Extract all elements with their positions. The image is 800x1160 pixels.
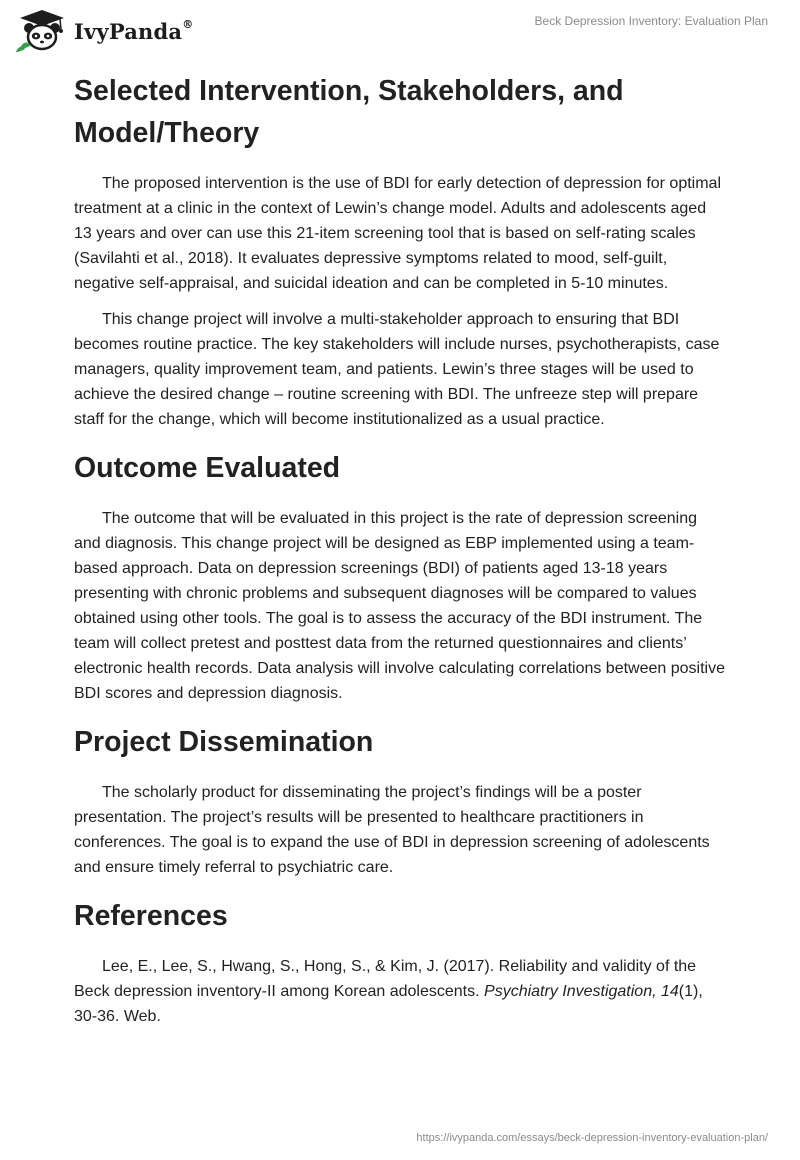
paragraph: The scholarly product for disseminating the project’s findings will be a poster presentation. The project’s results will be presented to healthcare practitioners in conferences. The goal is to expand the use of BDI in depression screening of adolescents and ensure timely referral to psychiatric care. <box>74 784 710 876</box>
source-url[interactable]: https://ivypanda.com/essays/beck-depression-inventory-evaluation-plan/ <box>416 1132 768 1144</box>
paragraph: The outcome that will be evaluated in this project is the rate of depression screening and diagnosis. This change project will be designed as EBP implemented using a team-based approach. Data on depression screenings (BDI) of patients aged 13-18 years presenting with chronic problems and subsequent diagnoses will be compared to values obtained using other tools. The goal is to assess the accuracy of the BDI instrument. The team will collect pretest and posttest data from the returned questionnaires and clients’ electronic health records. Data analysis will involve calculating correlations between positive BDI scores and depression diagnosis. <box>74 510 725 702</box>
section-heading-references: References <box>74 900 228 932</box>
document-title: Beck Depression Inventory: Evaluation Plan <box>534 14 768 28</box>
reference-entry <box>74 954 726 1029</box>
reference-journal: Psychiatry Investigation, 14 <box>484 983 679 1000</box>
registered-mark: ® <box>182 17 194 31</box>
ivypanda-logo[interactable] <box>14 8 193 54</box>
logo-wordmark: IvyPanda® <box>74 17 194 44</box>
panda-graduate-icon <box>14 8 70 54</box>
paragraph: This change project will involve a multi-stakeholder approach to ensuring that BDI becomes routine practice. The key stakeholders will include nurses, psychotherapists, case managers, quality improvement team, and patients. Lewin’s three stages will be used to achieve the desired change – routine screening with BDI. The unfreeze step will prepare staff for the change, which will become institutionalized as a usual practice. <box>74 311 720 428</box>
paragraph: The proposed intervention is the use of BDI for early detection of depression for optimal treatment at a clinic in the context of Lewin’s change model. Adults and adolescents aged 13 years and over can use this 21-item screening tool that is based on self-rating scales (Savilahti et al., 2018). It evaluates depressive symptoms related to mood, self-guilt, negative self-appraisal, and suicidal ideation and can be completed in 5-10 minutes. <box>74 175 722 292</box>
article-body <box>74 70 726 1040</box>
section-heading-outcome: Outcome Evaluated <box>74 452 341 484</box>
reference-details: (1), 30-36. Web. <box>74 983 703 1025</box>
section-heading-dissemination: Project Dissemination <box>74 726 374 758</box>
reference-text: Lee, E., Lee, S., Hwang, S., Hong, S., & Kim, J. (2017). Reliability and validity of the Beck depression inventory-II among Korean adolescents. <box>74 958 697 1000</box>
section-heading-intervention: Selected Intervention, Stakeholders, and Model/Theory <box>74 75 624 149</box>
page-header <box>0 0 800 60</box>
